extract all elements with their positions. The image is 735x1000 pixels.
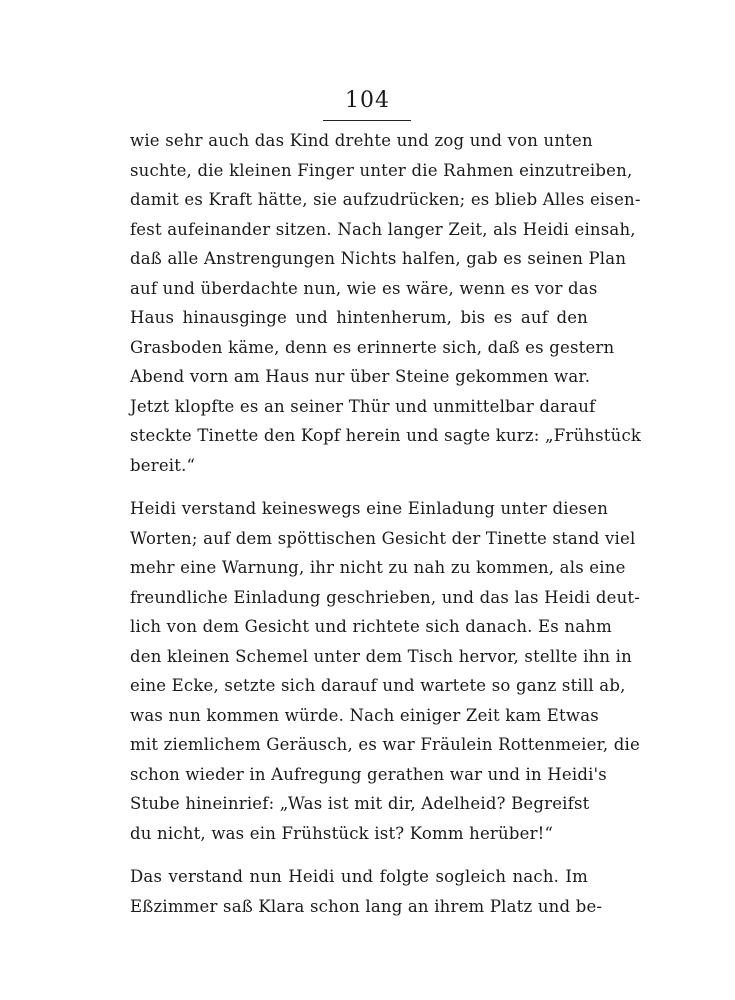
paragraph-1 — [130, 126, 642, 480]
text-line: was nun kommen würde. Nach einiger Zeit kam Etwas — [130, 705, 599, 725]
text-line: den kleinen Schemel unter dem Tisch hervor, stellte ihn in — [130, 646, 632, 666]
text-line: eine Ecke, setzte sich darauf und wartete so ganz still ab, — [130, 676, 626, 695]
text-line: suchte, die kleinen Finger unter die Rahmen einzutreiben, — [130, 160, 633, 180]
text-line: lich von dem Gesicht und richtete sich danach. Es nahm — [130, 617, 612, 636]
page-number-rule — [323, 120, 411, 121]
text-line: damit es Kraft hätte, sie aufzudrücken; es blieb Alles eisen- — [130, 190, 641, 209]
text-line: freundliche Einladung geschrieben, und das las Heidi deut- — [130, 587, 640, 607]
text-line: Abend vorn am Haus nur über Steine gekommen war. — [130, 367, 591, 386]
text-line: fest aufeinander sitzen. Nach langer Zeit, als Heidi einsah, — [130, 219, 636, 239]
paragraph-3 — [130, 862, 603, 921]
text-line: Eßzimmer saß Klara schon lang an ihrem Platz und be- — [130, 896, 603, 916]
text-line: Das verstand nun Heidi und folgte sogleich nach. Im — [130, 867, 588, 886]
text-line: Jetzt klopfte es an seiner Thür und unmittelbar darauf — [130, 396, 596, 416]
text-line: auf und überdachte nun, wie es wäre, wenn es vor das — [130, 278, 598, 298]
text-line: mit ziemlichem Geräusch, es war Fräulein Rottenmeier, die — [130, 735, 640, 754]
page-number: 104 — [345, 88, 390, 113]
text-line: Heidi verstand keineswegs eine Einladung unter diesen — [130, 499, 609, 518]
text-line: du nicht, was ein Frühstück ist? Komm herüber!“ — [130, 823, 554, 843]
text-line: wie sehr auch das Kind drehte und zog und von unten — [130, 131, 593, 150]
text-line: Haus hinausginge und hintenherum, bis es auf den — [130, 308, 588, 327]
text-line: bereit.“ — [130, 455, 196, 475]
text-line: Grasboden käme, denn es erinnerte sich, daß es gestern — [130, 337, 615, 357]
text-line: mehr eine Warnung, ihr nicht zu nah zu kommen, als eine — [130, 558, 626, 577]
text-line: steckte Tinette den Kopf herein und sagte kurz: „Frühstück — [130, 426, 642, 445]
paragraph-2 — [130, 494, 640, 848]
body-text — [130, 126, 642, 921]
text-line: Worten; auf dem spöttischen Gesicht der Tinette stand viel — [130, 528, 636, 548]
text-line: Stube hineinrief: „Was ist mit dir, Adelheid? Begreifst — [130, 794, 590, 813]
text-line: daß alle Anstrengungen Nichts halfen, gab es seinen Plan — [130, 249, 627, 268]
text-line: schon wieder in Aufregung gerathen war und in Heidi's — [130, 764, 607, 784]
